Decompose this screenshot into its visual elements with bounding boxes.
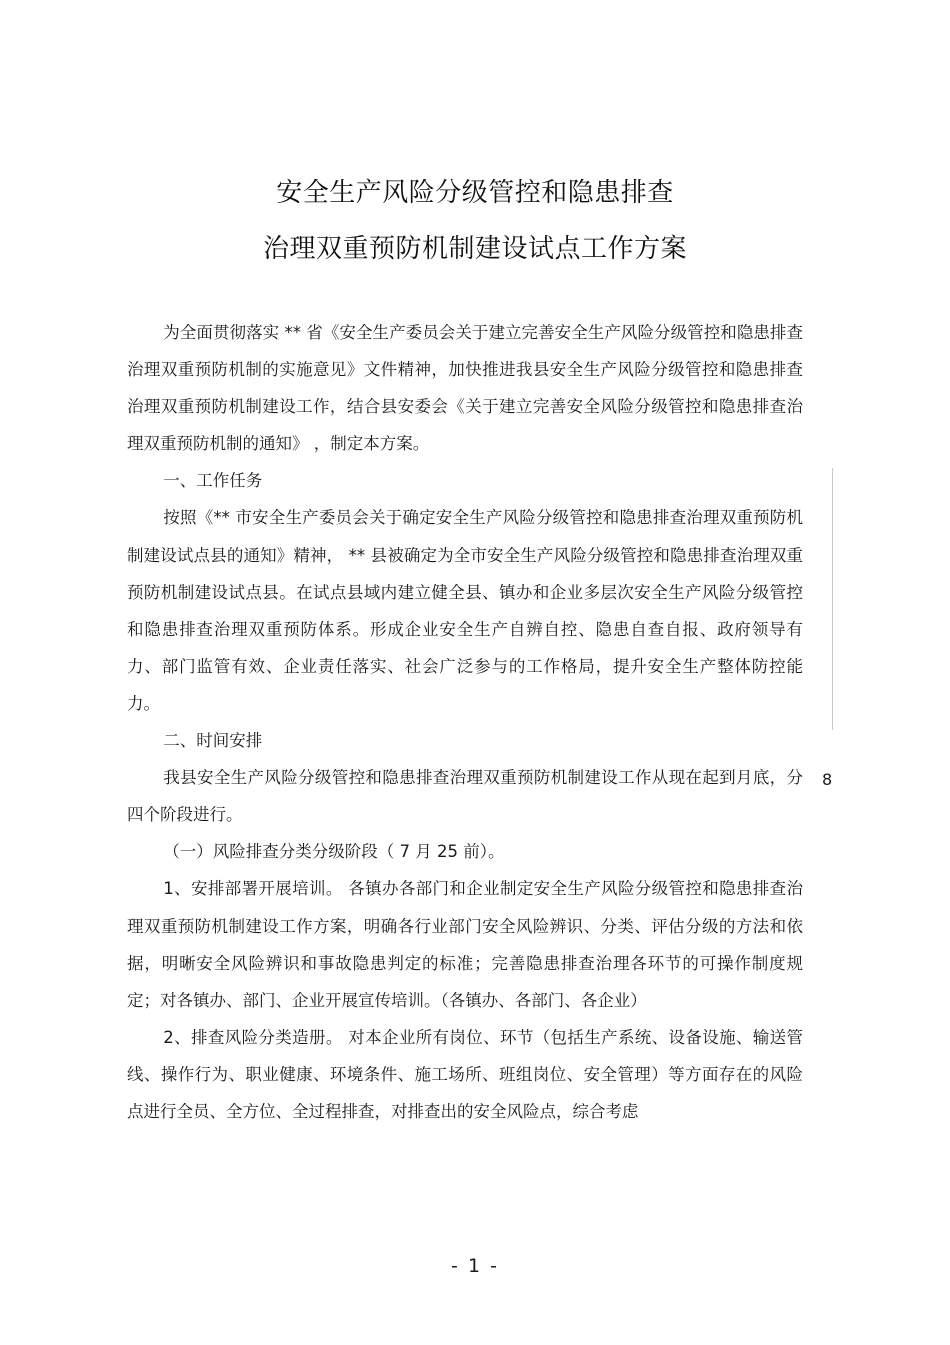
margin-number: 8 <box>822 770 833 789</box>
intro-paragraph: 为全面贯彻落实 ** 省《安全生产委员会关于建立完善安全生产风险分级管控和隐患排查治理双重预防机制的实施意见》文件精神，加快推进我县安全生产风险分级管控和隐患排查治理双重预防机制建设工作，结合县安委会《关于建立完善安全风险分级管控和隐患排查治理双重预防机制的通知》 ，制定本方案。 <box>127 323 803 454</box>
tasks-paragraph: 按照《** 市安全生产委员会关于确定安全生产风险分级管控和隐患排查治理双重预防机制建设试点县的通知》精神， ** 县被确定为全市安全生产风险分级管控和隐患排查治理双重预防机制建设试点县。在试点县域内建立健全县、镇办和企业多层次安全生产风险分级管控和隐患排查治理双重预防体系。形成企业安全生产自辨自控、隐患自查自报、政府领导有力、部门监管有效、企业责任落实、社会广泛参与的工作格局，提升安全生产整体防控能力。 <box>127 508 803 713</box>
section-heading-tasks: 一、工作任务 <box>163 471 263 491</box>
section-heading-schedule: 二、时间安排 <box>163 731 263 751</box>
margin-rule <box>832 468 833 730</box>
schedule-paragraph: 我县安全生产风险分级管控和隐患排查治理双重预防机制建设工作从现在起到月底，分四个阶段进行。 <box>127 768 803 825</box>
document-title-line-1: 安全生产风险分级管控和隐患排查 <box>276 178 674 208</box>
item-two-paragraph: 2、排查风险分类造册。 对本企业所有岗位、环节（包括生产系统、设备设施、输送管线、操作行为、职业健康、环境条件、施工场所、班组岗位、安全管理）等方面存在的风险点进行全员、全方位、全过程排查，对排查出的安全风险点，综合考虑 <box>127 1027 803 1121</box>
document-title-line-2: 治理双重预防机制建设试点工作方案 <box>262 234 687 264</box>
item-one-paragraph: 1、安排部署开展培训。 各镇办各部门和企业制定安全生产风险分级管控和隐患排查治理双重预防机制建设工作方案，明确各行业部门安全风险辨识、分类、评估分级的方法和依据，明晰安全风险辨识和事故隐患判定的标准；完善隐患排查治理各环节的可操作制度规定；对各镇办、部门、企业开展宣传培训。（各镇办、各部门、各企业） <box>127 879 803 1010</box>
page-number: - 1 - <box>451 1255 499 1277</box>
phase-one-heading: （一）风险排查分类分级阶段（ 7 月 25 前）。 <box>163 842 505 862</box>
document-body <box>127 314 803 1130</box>
